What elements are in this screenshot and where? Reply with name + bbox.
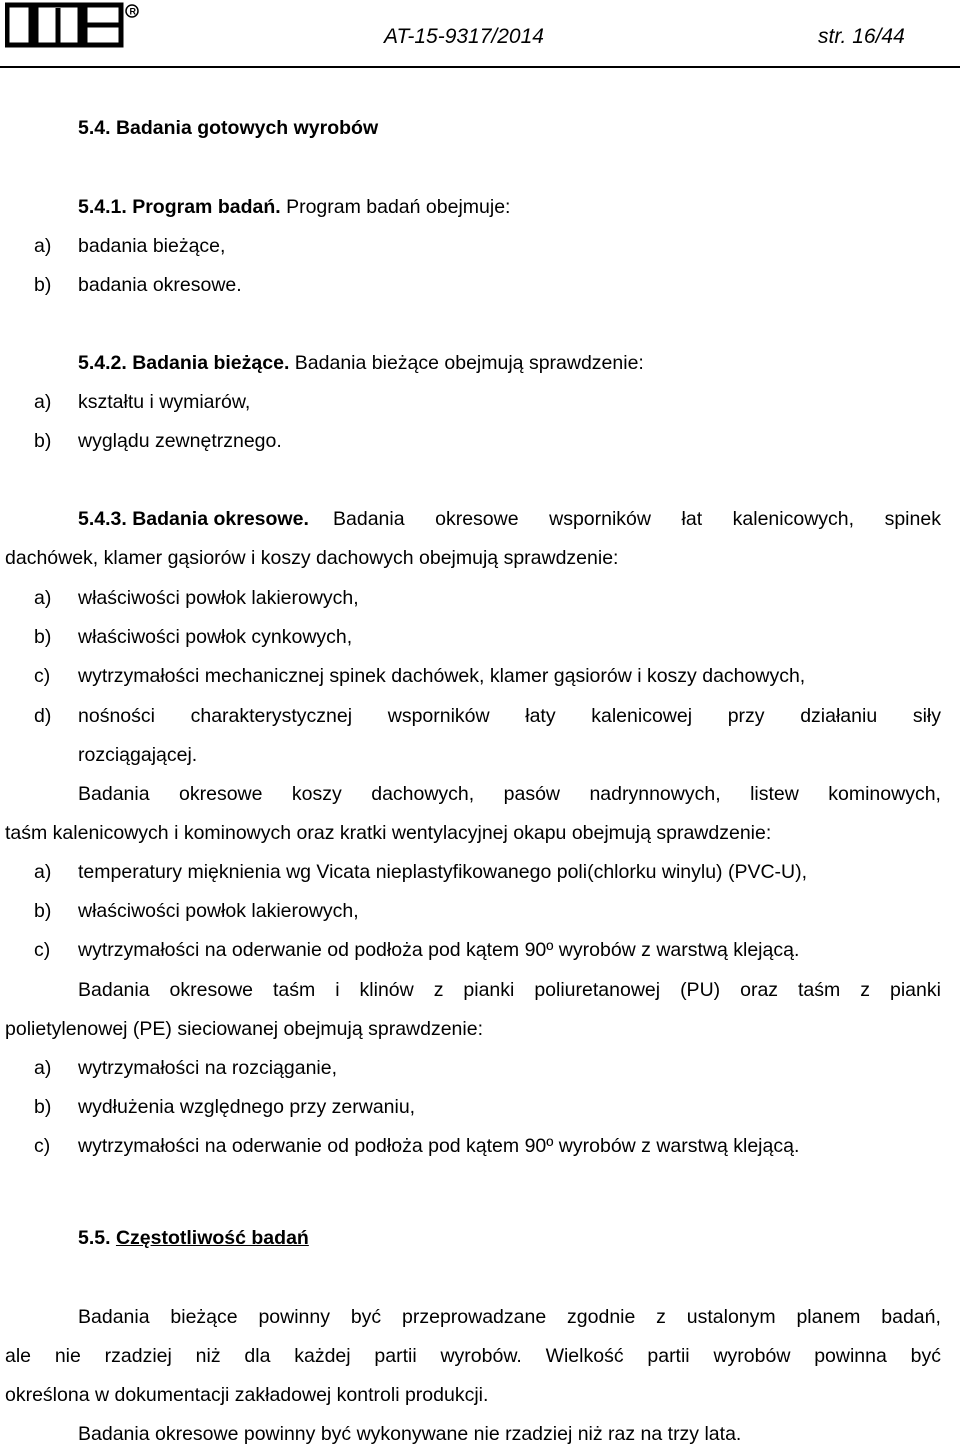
word: wyrobów [713, 1345, 791, 1367]
word: Wielkość [545, 1345, 624, 1367]
list-item: wytrzymałości na oderwanie od podłoża pod kątem 90º wyrobów z warstwą klejącą. [78, 1135, 800, 1157]
list-item: temperatury mięknienia wg Vicata nieplastyfikowanego poli(chlorku winylu) (PVC-U), [78, 861, 808, 883]
list-label: b) [34, 274, 52, 296]
list-label: a) [34, 235, 52, 257]
word: Badania [78, 1306, 150, 1328]
word: Badania [333, 508, 405, 530]
word: z [860, 979, 870, 1001]
word: Badania [78, 783, 150, 805]
word: łaty [525, 705, 556, 727]
list-item: właściwości powłok lakierowych, [78, 587, 359, 609]
list-item: kształtu i wymiarów, [78, 391, 251, 413]
word: okresowe [179, 783, 263, 805]
section-heading-5-4: 5.4. Badania gotowych wyrobów [78, 117, 379, 139]
svg-text:R: R [129, 6, 136, 17]
word: przy [727, 705, 765, 727]
word: wsporników [549, 508, 651, 530]
list-item: wydłużenia względnego przy zerwaniu, [78, 1096, 416, 1118]
paragraph-line [333, 507, 941, 531]
paragraph-line-justified [78, 782, 941, 806]
list-item: wyglądu zewnętrznego. [78, 430, 282, 452]
list-label: b) [34, 900, 52, 922]
word: pasów [503, 783, 561, 805]
document-id: AT-15-9317/2014 [384, 25, 544, 48]
word: poliuretanowej [534, 979, 661, 1001]
paragraph-line-justified [5, 1344, 941, 1368]
list-item-justified [78, 704, 941, 728]
word: planem [796, 1306, 861, 1328]
word: okresowe [169, 979, 254, 1001]
word: bieżące [170, 1306, 238, 1328]
subsection-title: 5.4.1. Program badań. [78, 196, 281, 218]
word: pianki [463, 979, 515, 1001]
word: wsporników [387, 705, 490, 727]
word: dachowych, [371, 783, 475, 805]
word: powinna [814, 1345, 887, 1367]
word: kominowych, [828, 783, 941, 805]
word: nadrynnowych, [589, 783, 721, 805]
word: rzadziej [104, 1345, 172, 1367]
list-label: c) [34, 665, 51, 687]
word: partii [647, 1345, 690, 1367]
paragraph-line: dachówek, klamer gąsiorów i koszy dachowych obejmują sprawdzenie: [5, 547, 619, 569]
word: każdej [294, 1345, 351, 1367]
word: koszy [291, 783, 342, 805]
word: siły [912, 705, 941, 727]
paragraph-line-justified [78, 978, 941, 1002]
list-label: c) [34, 939, 51, 961]
paragraph-line: określona w dokumentacji zakładowej kontroli produkcji. [5, 1384, 489, 1406]
word: kalenicowej [591, 705, 693, 727]
subsection-intro: Program badań obejmuje: [286, 196, 511, 218]
list-label: b) [34, 430, 52, 452]
word: niż [195, 1345, 221, 1367]
word: powinny [258, 1306, 330, 1328]
word: z [656, 1306, 666, 1328]
section-number: 5.5. [78, 1227, 111, 1249]
word: Badania [78, 979, 150, 1001]
list-item: badania bieżące, [78, 235, 226, 257]
word: klinów [359, 979, 414, 1001]
list-item: właściwości powłok cynkowych, [78, 626, 353, 648]
word: ustalonym [686, 1306, 776, 1328]
paragraph-line: Badania okresowe powinny być wykonywane nie rzadziej niż raz na trzy lata. [78, 1423, 742, 1445]
section-heading-5-5 [78, 1226, 309, 1250]
subsection-5-4-1 [78, 195, 510, 219]
list-item: wytrzymałości mechanicznej spinek dachówek, klamer gąsiorów i koszy dachowych, [78, 665, 806, 687]
section-title: Częstotliwość badań [115, 1227, 309, 1249]
itb-logo [5, 2, 140, 48]
list-label: a) [34, 1057, 52, 1079]
word: listew [750, 783, 799, 805]
word: okresowe [435, 508, 519, 530]
list-item: wytrzymałości na rozciąganie, [78, 1057, 338, 1079]
word: dla [244, 1345, 271, 1367]
word: spinek [884, 508, 941, 530]
word: nośności [78, 705, 155, 727]
list-label: a) [34, 587, 52, 609]
word: partii [374, 1345, 417, 1367]
word: badań, [881, 1306, 941, 1328]
word: (PU) [680, 979, 721, 1001]
subsection-5-4-2 [78, 351, 644, 375]
word: być [910, 1345, 941, 1367]
word: nie [54, 1345, 81, 1367]
word: oraz [740, 979, 779, 1001]
word: być [350, 1306, 382, 1328]
list-label: d) [34, 705, 52, 727]
list-item-continuation: rozciągającej. [78, 744, 198, 766]
subsection-intro: Badania bieżące obejmują sprawdzenie: [294, 352, 644, 374]
word: przeprowadzane [402, 1306, 547, 1328]
header-divider [0, 66, 960, 68]
word: zgodnie [567, 1306, 636, 1328]
paragraph-line: taśm kalenicowych i kominowych oraz kratki wentylacyjnej okapu obejmują sprawdzenie: [5, 822, 772, 844]
list-item: wytrzymałości na oderwanie od podłoża pod kątem 90º wyrobów z warstwą klejącą. [78, 939, 800, 961]
list-label: b) [34, 1096, 52, 1118]
paragraph-line-justified [78, 1305, 941, 1329]
list-label: a) [34, 391, 52, 413]
paragraph-line: polietylenowej (PE) sieciowanej obejmują sprawdzenie: [5, 1018, 483, 1040]
list-label: a) [34, 861, 52, 883]
subsection-5-4-3-title: 5.4.3. Badania okresowe. [78, 508, 309, 530]
word: łat [681, 508, 703, 530]
word: wyrobów. [440, 1345, 522, 1367]
list-item: badania okresowe. [78, 274, 242, 296]
list-item: właściwości powłok lakierowych, [78, 900, 359, 922]
word: działaniu [800, 705, 878, 727]
page-number: str. 16/44 [818, 25, 905, 48]
word: charakterystycznej [190, 705, 353, 727]
word: pianki [889, 979, 941, 1001]
word: taśm [798, 979, 841, 1001]
word: taśm [272, 979, 316, 1001]
word: i [335, 979, 340, 1001]
word: ale [5, 1345, 32, 1367]
word: kalenicowych, [732, 508, 855, 530]
word: z [433, 979, 444, 1001]
list-label: b) [34, 626, 52, 648]
list-label: c) [34, 1135, 51, 1157]
subsection-title: 5.4.2. Badania bieżące. [78, 352, 290, 374]
